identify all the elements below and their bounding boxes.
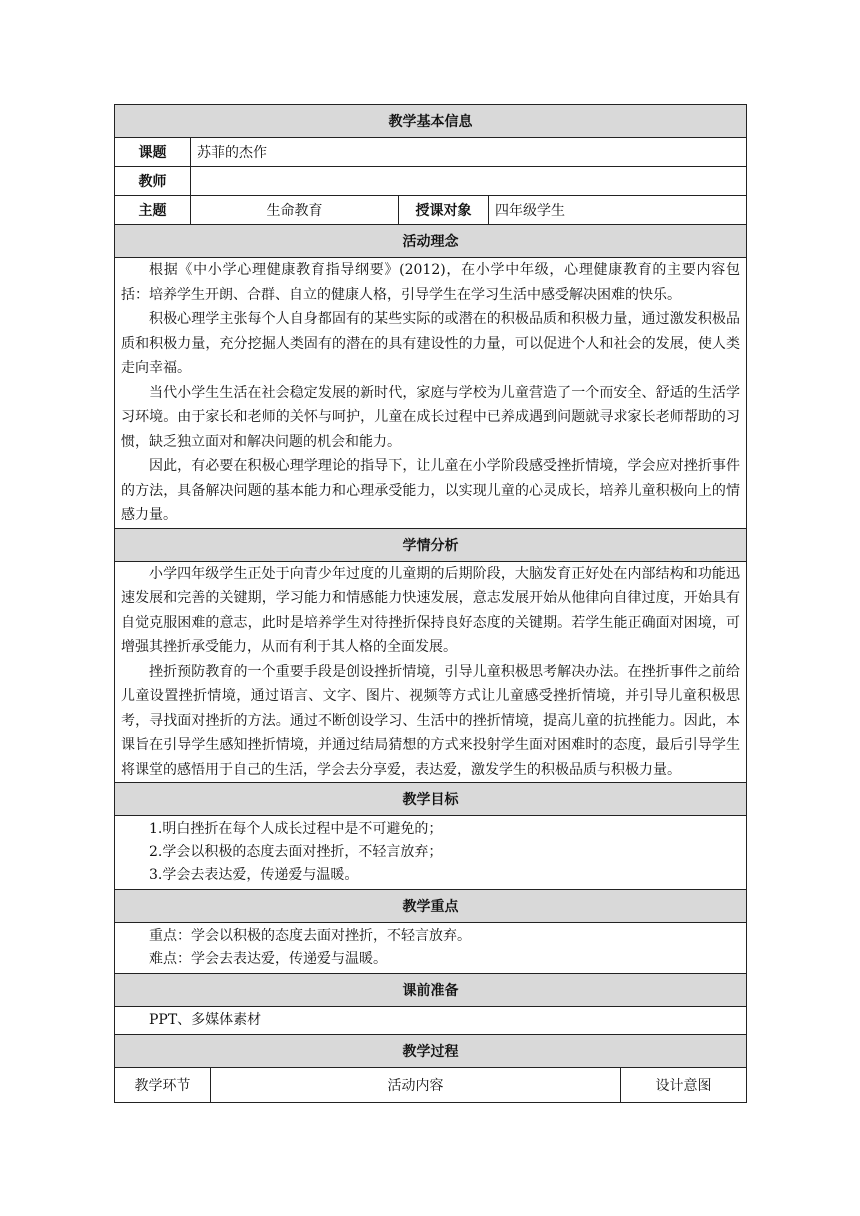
analysis-content: [115, 561, 747, 783]
process-column-content: 活动内容: [211, 1068, 621, 1103]
audience-value: 四年级学生: [489, 196, 747, 225]
topic-label: 课题: [115, 138, 191, 167]
analysis-paragraph: 小学四年级学生正处于向青少年过度的儿童期的后期阶段，大脑发育正好处在内部结构和功能迅速发展和完善的关键期，学习能力和情感能力快速发展，意志发展开始从他律向自律过度，开始具有自觉克服困难的意志，此时是培养学生对待挫折保持良好态度的关键期。若学生能正确面对困境，可增强其挫折承受能力，从而有利于其人格的全面发展。: [121, 565, 740, 655]
section-header-key-points: 教学重点: [115, 890, 747, 923]
section-header-goals: 教学目标: [115, 783, 747, 816]
lesson-plan-document: [114, 104, 746, 1103]
theme-label: 主题: [115, 196, 191, 225]
section-header-preparation: 课前准备: [115, 974, 747, 1007]
teacher-value: [191, 167, 747, 196]
section-header-basic-info: 教学基本信息: [115, 105, 747, 138]
philosophy-paragraph: 积极心理学主张每个人自身都固有的某些实际的或潜在的积极品质和积极力量，通过激发积极品质和积极力量，充分挖掘人类固有的潜在的具有建设性的力量，可以促进个人和社会的发展，使人类走向幸福。: [121, 311, 740, 376]
philosophy-content: [115, 258, 747, 529]
theme-value: 生命教育: [191, 196, 399, 225]
philosophy-paragraph: 当代小学生生活在社会稳定发展的新时代，家庭与学校为儿童营造了一个而安全、舒适的生活学习环境。由于家长和老师的关怀与呵护，儿童在成长过程中已养成遇到问题就寻求家长老师帮助的习惯，缺乏独立面对和解决问题的机会和能力。: [121, 384, 740, 450]
philosophy-paragraph: 因此，有必要在积极心理学理论的指导下，让儿童在小学阶段感受挫折情境，学会应对挫折事件的方法，具备解决问题的基本能力和心理承受能力，以实现儿童的心灵成长，培养儿童积极向上的情感力量。: [121, 458, 740, 523]
goal-item: 1.明白挫折在每个人成长过程中是不可避免的；: [149, 821, 443, 837]
section-header-analysis: 学情分析: [115, 528, 747, 561]
analysis-paragraph: 挫折预防教育的一个重要手段是创设挫折情境，引导儿童积极思考解决办法。在挫折事件之前给儿童设置挫折情境，通过语言、文字、图片、视频等方式让儿童感受挫折情境，并引导儿童积极思考，寻找面对挫折的方法。通过不断创设学习、生活中的挫折情境，提高儿童的抗挫能力。因此，本课旨在引导学生感知挫折情境，并通过结局猜想的方式来投射学生面对困难时的态度，最后引导学生将课堂的感悟用于自己的生活，学会去分享爱，表达爱，激发学生的积极品质与积极力量。: [121, 663, 740, 778]
key-point-item: 重点：学会以积极的态度去面对挫折，不轻言放弃。: [149, 928, 471, 944]
key-points-content: [115, 923, 747, 974]
goal-item: 2.学会以积极的态度去面对挫折，不轻言放弃；: [149, 844, 443, 860]
goals-content: [115, 816, 747, 890]
preparation-item: PPT、多媒体素材: [149, 1012, 262, 1028]
goal-item: 3.学会去表达爱，传递爱与温暖。: [149, 867, 359, 883]
basic-info-table: [114, 104, 747, 1068]
process-column-stage: 教学环节: [115, 1068, 211, 1103]
section-header-process: 教学过程: [115, 1035, 747, 1068]
preparation-content: [115, 1007, 747, 1035]
process-table: [114, 1067, 747, 1103]
section-header-philosophy: 活动理念: [115, 225, 747, 258]
audience-label: 授课对象: [399, 196, 489, 225]
key-point-item: 难点：学会去表达爱，传递爱与温暖。: [149, 951, 387, 967]
teacher-label: 教师: [115, 167, 191, 196]
process-column-intent: 设计意图: [621, 1068, 747, 1103]
philosophy-paragraph: 根据《中小学心理健康教育指导纲要》(2012)，在小学中年级，心理健康教育的主要内容包括：培养学生开朗、合群、自立的健康人格，引导学生在学习生活中感受解决困难的快乐。: [121, 262, 740, 303]
topic-value: 苏菲的杰作: [191, 138, 747, 167]
